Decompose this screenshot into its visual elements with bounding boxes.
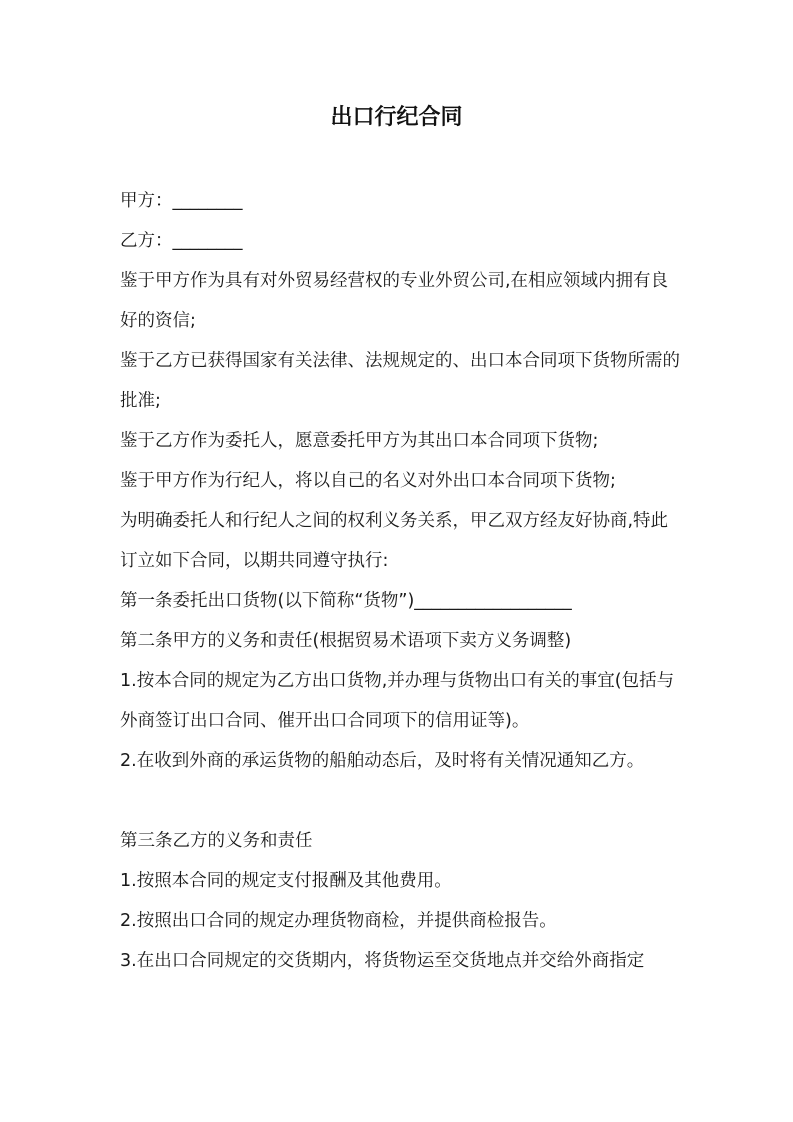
article-2-heading: 第二条甲方的义务和责任(根据贸易术语项下卖方义务调整) xyxy=(120,631,572,651)
recital-paragraph: 为明确委托人和行纪人之间的权利义务关系，甲乙双方经友好协商,特此订立如下合同，以期共同遵守执行: xyxy=(120,511,669,571)
recital-paragraph: 鉴于甲方作为行纪人，将以自己的名义对外出口本合同项下货物; xyxy=(120,471,616,491)
recital-paragraph: 鉴于甲方作为具有对外贸易经营权的专业外贸公司,在相应领域内拥有良好的资信; xyxy=(120,271,669,331)
party-b-line: 乙方：________ xyxy=(120,231,243,251)
document-title: 出口行纪合同 xyxy=(330,105,463,130)
article-2-clause: 1.按本合同的规定为乙方出口货物,并办理与货物出口有关的事宜(包括与外商签订出口合同、催开出口合同项下的信用证等)。 xyxy=(120,671,675,731)
article-1-heading: 第一条委托出口货物(以下简称“货物”)__________________ xyxy=(120,591,572,611)
recital-paragraph: 鉴于乙方作为委托人，愿意委托甲方为其出口本合同项下货物; xyxy=(120,431,599,451)
article-3-clause: 1.按照本合同的规定支付报酬及其他费用。 xyxy=(120,871,452,891)
paragraph-spacer xyxy=(120,781,680,821)
party-a-line: 甲方：________ xyxy=(120,191,243,211)
recital-paragraph: 鉴于乙方已获得国家有关法律、法规规定的、出口本合同项下货物所需的批准; xyxy=(120,351,680,411)
article-3-heading: 第三条乙方的义务和责任 xyxy=(120,831,313,851)
document-body xyxy=(120,181,680,981)
article-3-clause: 3.在出口合同规定的交货期内，将货物运至交货地点并交给外商指定 xyxy=(120,951,645,971)
article-2-clause: 2.在收到外商的承运货物的船舶动态后，及时将有关情况通知乙方。 xyxy=(120,751,645,771)
article-3-clause: 2.按照出口合同的规定办理货物商检，并提供商检报告。 xyxy=(120,911,557,931)
